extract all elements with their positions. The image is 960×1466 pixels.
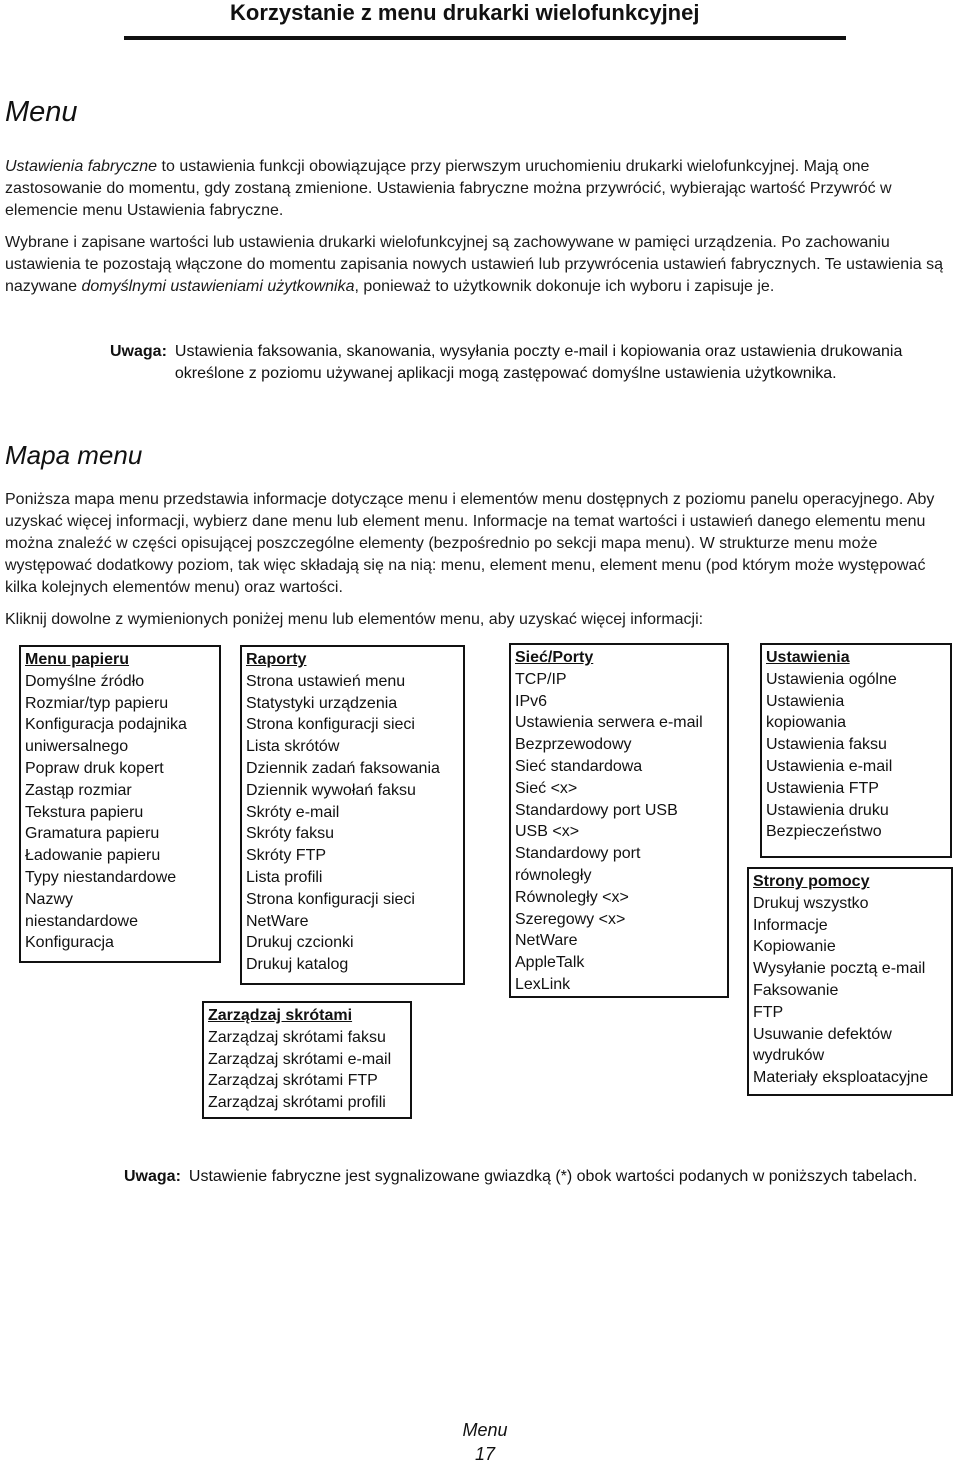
menu-box-network — [509, 643, 729, 998]
menu-item[interactable]: FTP — [753, 1003, 784, 1021]
running-header-title: Korzystanie z menu drukarki wielofunkcyjnej — [230, 0, 700, 25]
menu-item[interactable]: Drukuj wszystko — [753, 894, 869, 912]
section-title-menu-map: Mapa menu — [5, 440, 143, 470]
menu-item[interactable]: NetWare — [246, 912, 309, 930]
menu-box-shortcuts — [202, 1001, 412, 1119]
menu-item[interactable]: TCP/IP — [515, 670, 567, 688]
note-label: Uwaga: — [124, 1168, 181, 1185]
menu-link-help[interactable]: Strony pomocy — [753, 873, 870, 890]
section-title-menu: Menu — [5, 96, 78, 128]
note-label: Uwaga: — [110, 343, 167, 360]
menu-item[interactable]: Drukuj czcionki — [246, 934, 354, 952]
menu-item[interactable]: Ustawienia faksu — [766, 736, 887, 754]
menu-item[interactable]: Domyślne źródło — [25, 672, 145, 690]
menu-item[interactable]: Ustawienia druku — [766, 801, 889, 819]
menu-item[interactable]: Równoległy <x> — [515, 888, 629, 906]
menu-item[interactable]: Drukuj katalog — [246, 956, 349, 974]
factory-defaults-term: Ustawienia fabryczne — [5, 158, 158, 175]
menu-item[interactable]: AppleTalk — [515, 954, 585, 972]
footer-section-name: Menu — [462, 1420, 508, 1440]
menu-item[interactable]: Materiały eksploatacyjne — [753, 1069, 929, 1087]
footer-page-number: 17 — [474, 1444, 496, 1464]
menu-link-network[interactable]: Sieć/Porty — [515, 649, 594, 666]
menu-item[interactable]: Zarządzaj skrótami faksu — [208, 1028, 386, 1046]
menu-item[interactable]: Ustawienia FTP — [766, 779, 879, 797]
menu-item[interactable]: Informacje — [753, 916, 828, 934]
menu-item[interactable]: Konfiguracja podajnika — [25, 716, 187, 734]
menu-item[interactable]: kopiowania — [766, 714, 847, 732]
menu-item[interactable]: Zarządzaj skrótami profili — [208, 1094, 386, 1112]
menu-link-paper[interactable]: Menu papieru — [25, 651, 130, 668]
menu-item[interactable]: Strona ustawień menu — [246, 672, 406, 690]
user-defaults-term: domyślnymi ustawieniami użytkownika — [81, 278, 355, 295]
menu-item[interactable]: Faksowanie — [753, 981, 839, 999]
menu-box-help — [747, 867, 953, 1096]
menu-item[interactable]: niestandardowe — [25, 912, 138, 930]
menu-link-reports[interactable]: Raporty — [246, 651, 307, 668]
menu-box-reports — [240, 645, 465, 985]
note-factory-asterisk — [124, 1166, 944, 1188]
menu-item[interactable]: Standardowy port USB — [515, 801, 678, 819]
menu-item[interactable]: równoległy — [515, 866, 592, 884]
note-text: Ustawienie fabryczne jest sygnalizowane gwiazdką (*) obok wartości podanych w poniższych tabelach. — [188, 1168, 918, 1185]
menu-item[interactable]: NetWare — [515, 932, 578, 950]
menu-item[interactable]: IPv6 — [515, 692, 548, 710]
menu-item[interactable]: Ładowanie papieru — [25, 847, 161, 865]
menu-item[interactable]: Ustawienia ogólne — [766, 670, 897, 688]
menu-item[interactable]: uniwersalnego — [25, 738, 129, 756]
menu-item[interactable]: Tekstura papieru — [25, 803, 144, 821]
menu-item[interactable]: USB <x> — [515, 823, 580, 841]
menu-box-settings — [760, 643, 952, 858]
menu-item[interactable]: Dziennik zadań faksowania — [246, 759, 440, 777]
menu-item[interactable]: Usuwanie defektów — [753, 1025, 892, 1043]
paragraph-factory-defaults: Ustawienia fabryczne to ustawienia funkcji obowiązujące przy pierwszym uruchomieniu drukarki wielofunkcyjnej. Mają one zastosowanie do momentu, gdy zostaną zmienione. Ustawienia fabryczne można przywrócić, wybierając wartość Przywróć w elemencie menu Ustawienia fabryczne. — [5, 158, 892, 219]
menu-item[interactable]: Ustawienia serwera e-mail — [515, 714, 703, 732]
menu-item[interactable]: wydruków — [753, 1047, 825, 1065]
menu-item[interactable]: Skróty FTP — [246, 847, 327, 865]
menu-box-paper — [19, 645, 221, 963]
note-text: Ustawienia faksowania, skanowania, wysyłania poczty e-mail i kopiowania oraz ustawienia drukowania określone z poziomu używanej aplikacji mogą zastępować domyślne ustawienia użytkownika. — [174, 343, 903, 382]
menu-item[interactable]: Sieć <x> — [515, 779, 578, 797]
menu-item[interactable]: LexLink — [515, 975, 571, 993]
menu-item[interactable]: Kopiowanie — [753, 938, 836, 956]
menu-item[interactable]: Dziennik wywołań faksu — [246, 781, 416, 799]
menu-item[interactable]: Lista profili — [246, 868, 323, 886]
paragraph-menu-map-intro: Poniższa mapa menu przedstawia informacje dotyczące menu i elementów menu dostępnych z poziomu panelu operacyjnego. Aby uzyskać więcej informacji, wybierz dane menu lub element menu. Informacje na temat wartości i ustawień danego elementu menu można znaleźć w części opisującej poszczególne elementy (bezpośrednio po sekcji mapa menu). W strukturze menu może występować dodatkowy poziom, tak więc składają się na nią: menu, element menu, element menu (pod którym może występować kilka kolejnych elementów menu) oraz wartości. — [5, 491, 935, 596]
paragraph-click-instruction: Kliknij dowolne z wymienionych poniżej menu lub elementów menu, aby uzyskać więcej informacji: — [5, 611, 704, 628]
menu-link-settings[interactable]: Ustawienia — [766, 649, 850, 666]
menu-item[interactable]: Lista skrótów — [246, 738, 340, 756]
menu-item[interactable]: Standardowy port — [515, 845, 641, 863]
menu-item[interactable]: Zastąp rozmiar — [25, 781, 132, 799]
menu-item[interactable]: Rozmiar/typ papieru — [25, 694, 169, 712]
menu-item[interactable]: Nazwy — [25, 890, 74, 908]
menu-item[interactable]: Bezprzewodowy — [515, 736, 632, 754]
menu-item[interactable]: Sieć standardowa — [515, 757, 643, 775]
menu-item[interactable]: Ustawienia — [766, 692, 845, 710]
menu-item[interactable]: Zarządzaj skrótami FTP — [208, 1072, 378, 1090]
menu-item[interactable]: Popraw druk kopert — [25, 759, 164, 777]
header-rule — [124, 36, 846, 40]
menu-item[interactable]: Gramatura papieru — [25, 825, 160, 843]
menu-item[interactable]: Skróty faksu — [246, 825, 335, 843]
note-app-overrides — [110, 341, 940, 385]
menu-item[interactable]: Strona konfiguracji sieci — [246, 890, 415, 908]
menu-item[interactable]: Bezpieczeństwo — [766, 823, 882, 841]
menu-item[interactable]: Szeregowy <x> — [515, 910, 626, 928]
paragraph-user-defaults: Wybrane i zapisane wartości lub ustawienia drukarki wielofunkcyjnej są zachowywane w pamięci urządzenia. Po zachowaniu ustawienia te pozostają włączone do momentu zapisania nowych ustawień lub przywrócenia ustawień fabrycznych. Te ustawienia są nazywane domyślnymi ustawieniami użytkownika, ponieważ to użytkownik dokonuje ich wyboru i zapisuje je. — [5, 234, 943, 295]
menu-item[interactable]: Ustawienia e-mail — [766, 757, 893, 775]
menu-item[interactable]: Strona konfiguracji sieci — [246, 716, 415, 734]
menu-item[interactable]: Typy niestandardowe — [25, 868, 177, 886]
menu-item[interactable]: Zarządzaj skrótami e-mail — [208, 1050, 392, 1068]
menu-link-shortcuts[interactable]: Zarządzaj skrótami — [208, 1007, 353, 1024]
menu-item[interactable]: Statystyki urządzenia — [246, 694, 398, 712]
menu-item[interactable]: Wysyłanie pocztą e-mail — [753, 960, 926, 978]
menu-item[interactable]: Konfiguracja — [25, 934, 114, 952]
menu-item[interactable]: Skróty e-mail — [246, 803, 340, 821]
